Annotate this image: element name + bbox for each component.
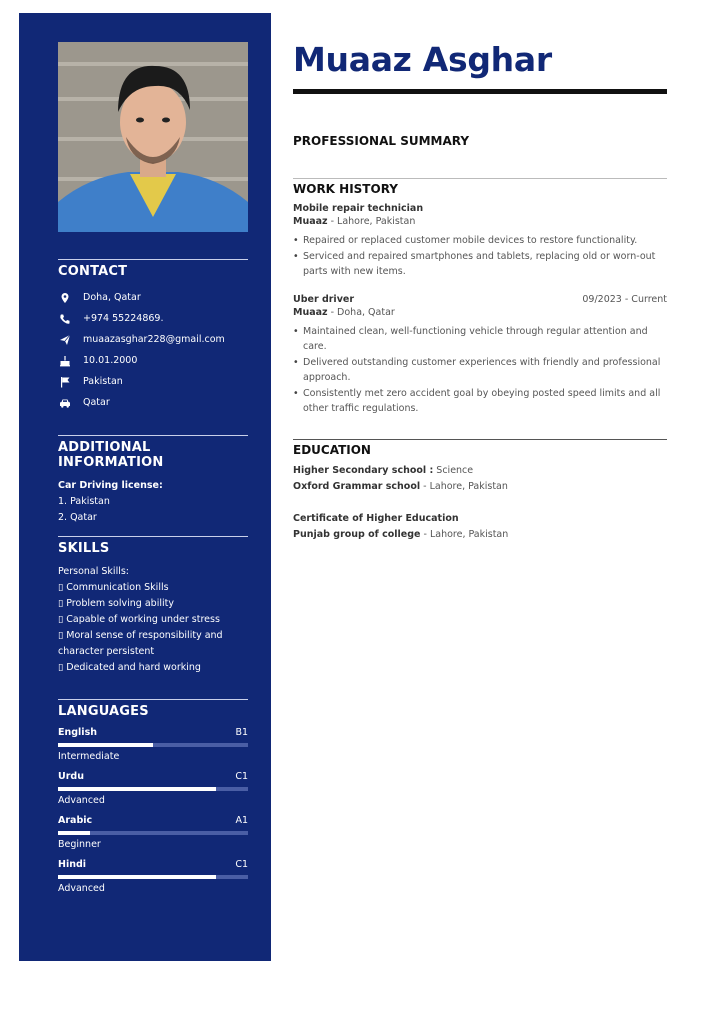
language-bar-fill: [58, 743, 153, 747]
job-entry: [293, 203, 667, 280]
education-degree: Certificate of Higher Education: [293, 512, 459, 524]
language-item: [58, 727, 248, 766]
education-degree: Higher Secondary school :: [293, 464, 434, 476]
additional-info-title: ADDITIONAL INFORMATION: [58, 440, 164, 470]
job-bullet: • Consistently met zero accident goal by obeying posted speed limits and all other traffic regulations.: [293, 386, 667, 417]
language-level: B1: [235, 727, 248, 738]
language-bar-fill: [58, 787, 216, 791]
education-location: - Lahore, Pakistan: [420, 528, 509, 540]
language-bar: [58, 743, 248, 747]
language-name: Arabic: [58, 815, 93, 826]
language-name: Hindi: [58, 859, 87, 870]
education-school: Punjab group of college: [293, 528, 421, 540]
contact-section: [58, 259, 248, 413]
language-item: [58, 771, 248, 810]
skill-item: ▯ Moral sense of responsibility and character persistent: [58, 630, 223, 657]
job-entry: [293, 294, 667, 417]
language-level: C1: [235, 771, 248, 782]
language-item: [58, 815, 248, 854]
contact-title: CONTACT: [58, 264, 128, 279]
job-location: - Doha, Qatar: [327, 306, 395, 318]
languages-section: [58, 699, 248, 903]
contact-license: [58, 392, 248, 413]
send-icon: [58, 333, 72, 347]
language-level: A1: [235, 815, 248, 826]
languages-title: LANGUAGES: [58, 704, 149, 719]
skill-item: ▯ Capable of working under stress: [58, 614, 220, 625]
location-pin-icon: [58, 291, 72, 305]
contact-email: [58, 329, 248, 350]
additional-info-item: 2. Qatar: [58, 512, 97, 523]
education-location: - Lahore, Pakistan: [420, 480, 508, 492]
job-bullet: • Maintained clean, well-functioning vehicle through regular attention and care.: [293, 324, 667, 355]
job-employer: Muaaz: [293, 306, 328, 318]
skills-intro: Personal Skills:: [58, 566, 130, 577]
job-date: 09/2023 - Current: [582, 293, 667, 305]
job-title: Uber driver: [293, 293, 355, 305]
main-content: [293, 40, 667, 543]
additional-info-item: 1. Pakistan: [58, 496, 110, 507]
job-bullet: • Repaired or replaced customer mobile devices to restore functionality.: [293, 233, 667, 249]
job-bullet: • Delivered outstanding customer experiences with friendly and professional approach.: [293, 355, 667, 386]
job-bullets: [293, 233, 667, 280]
work-title: WORK HISTORY: [293, 182, 398, 196]
car-icon: [58, 396, 72, 410]
language-bar: [58, 831, 248, 835]
contact-address-text: Doha, Qatar: [83, 292, 141, 303]
contact-email-text: muaazasghar228@gmail.com: [83, 334, 225, 345]
contact-phone-text: +974 55224869.: [83, 313, 164, 324]
contact-phone: [58, 308, 248, 329]
contact-birthdate-text: 10.01.2000: [83, 355, 138, 366]
sidebar: [19, 13, 271, 961]
education-field: Science: [433, 464, 474, 476]
candidate-name: Muaaz Asghar: [293, 40, 552, 79]
job-employer: Muaaz: [293, 216, 328, 227]
language-bar: [58, 875, 248, 879]
education-entry: [293, 511, 667, 543]
education-divider: [293, 439, 667, 440]
language-description: Intermediate: [58, 751, 120, 762]
language-description: Beginner: [58, 839, 101, 850]
work-divider: [293, 178, 667, 179]
education-title: EDUCATION: [293, 442, 371, 457]
language-name: Urdu: [58, 771, 84, 782]
education-entry: [293, 463, 667, 495]
skill-item: ▯ Communication Skills: [58, 582, 169, 593]
additional-info-section: [58, 435, 248, 526]
contact-birthdate: [58, 350, 248, 371]
language-description: Advanced: [58, 883, 105, 894]
phone-icon: [58, 312, 72, 326]
job-location: - Lahore, Pakistan: [327, 216, 416, 227]
language-description: Advanced: [58, 795, 105, 806]
flag-icon: [58, 375, 72, 389]
job-title: Mobile repair technician: [293, 203, 424, 214]
language-bar: [58, 787, 248, 791]
profile-photo: [58, 42, 248, 232]
contact-license-text: Qatar: [83, 397, 110, 408]
additional-info-label: Car Driving license:: [58, 480, 163, 491]
summary-title: PROFESSIONAL SUMMARY: [293, 134, 470, 148]
language-item: [58, 859, 248, 898]
skills-title: SKILLS: [58, 541, 110, 556]
contact-address: [58, 287, 248, 308]
skill-item: ▯ Dedicated and hard working: [58, 662, 201, 673]
birthday-cake-icon: [58, 354, 72, 368]
language-name: English: [58, 727, 97, 738]
skill-item: ▯ Problem solving ability: [58, 598, 174, 609]
contact-nationality-text: Pakistan: [83, 376, 123, 387]
contact-nationality: [58, 371, 248, 392]
portrait-image: [58, 42, 248, 232]
skills-section: [58, 536, 248, 676]
language-bar-fill: [58, 831, 90, 835]
job-bullets: [293, 324, 667, 417]
education-school: Oxford Grammar school: [293, 480, 421, 492]
name-divider: [293, 89, 667, 94]
language-level: C1: [235, 859, 248, 870]
job-bullet: • Serviced and repaired smartphones and tablets, replacing old or worn-out parts with new items.: [293, 249, 667, 280]
language-bar-fill: [58, 875, 216, 879]
